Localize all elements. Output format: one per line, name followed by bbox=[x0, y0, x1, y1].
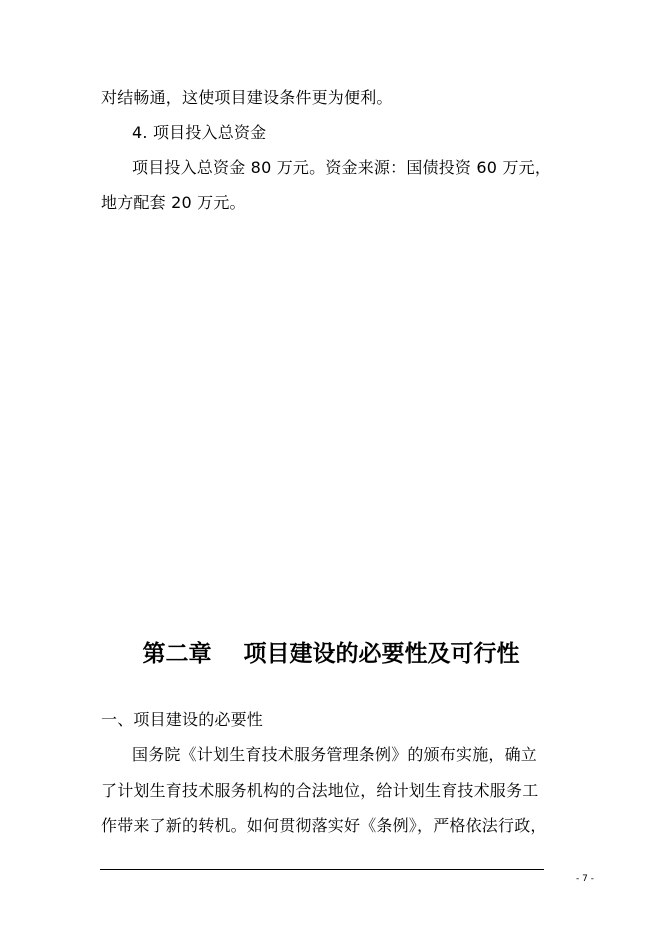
section-heading: 一、项目建设的必要性 bbox=[101, 710, 264, 729]
chapter-title: 第二章 项目建设的必要性及可行性 bbox=[142, 640, 520, 667]
subheading-total-investment: 4. 项目投入总资金 bbox=[132, 123, 267, 142]
paragraph-line: 国务院《计划生育技术服务管理条例》的颁布实施，确立 bbox=[132, 745, 538, 764]
body-text-line: 对结畅通，这使项目建设条件更为便利。 bbox=[101, 88, 393, 107]
footer-divider bbox=[100, 869, 544, 870]
paragraph-line: 了计划生育技术服务机构的合法地位，给计划生育技术服务工 bbox=[101, 781, 539, 800]
paragraph-line: 作带来了新的转机。如何贯彻落实好《条例》，严格依法行政， bbox=[101, 816, 547, 835]
page-number: - 7 - bbox=[576, 874, 594, 884]
body-text-line: 项目投入总资金 80 万元。资金来源：国债投资 60 万元， bbox=[132, 158, 552, 177]
body-text-line: 地方配套 20 万元。 bbox=[101, 193, 246, 212]
